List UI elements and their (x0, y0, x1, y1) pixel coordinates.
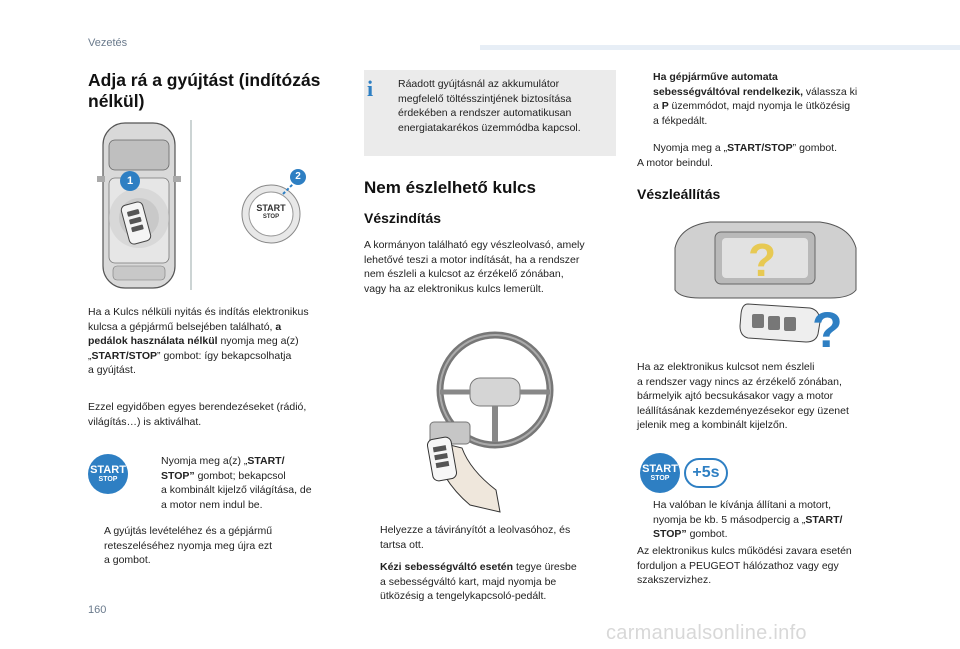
bullet-automatic-gearbox: Ha gépjárműve automata sebességváltóval rendelkezik, válassza ki a P üzemmódot, majd nyomja le ütközésig a fékpedált. (653, 71, 858, 127)
bullet-hold-five-seconds: Ha valóban le kívánja állítani a motort, nyomja be kb. 5 másodpercig a „START/ STOP” gombot. (653, 499, 843, 540)
intro-line: Ha a Kulcs nélküli nyitás és indítás elektronikus (88, 306, 309, 318)
intro-paragraph (88, 305, 358, 378)
activation-paragraph (88, 400, 358, 429)
car-top-view-illustration (95, 118, 355, 293)
intro-line: kulcsa a gépjármű belsejében található, a (88, 320, 282, 333)
bullet-press-start-stop: Nyomja meg a „START/STOP” gombot. (653, 142, 838, 154)
five-seconds-badge: +5s (684, 458, 728, 488)
engine-starts-text: A motor beindul. (637, 157, 713, 169)
heading-emergency-start: Vészindítás (364, 210, 442, 226)
watermark: carmanualsonline.info (606, 622, 807, 644)
steering-wheel-illustration (400, 330, 580, 515)
page-number: 160 (88, 604, 107, 616)
car-key-not-found-figure (670, 218, 860, 358)
title-line-2: nélkül) (88, 91, 145, 111)
question-mark-key-icon: ? (812, 302, 843, 358)
section-bar (480, 45, 960, 50)
question-mark-car-icon: ? (748, 234, 777, 286)
activation-line: Ezzel egyidőben egyes berendezéseket (rádió, (88, 401, 307, 413)
steering-wheel-figure (400, 330, 580, 515)
callout-1-badge: 1 (120, 171, 140, 191)
start-stop-icon-right: START STOP (640, 453, 680, 493)
info-icon: i (367, 76, 374, 101)
bullet-press-start: Nyomja meg a(z) „START/ STOP” gombot; bekapcsol a kombinált kijelző világítása, de a motor nem indul be. (161, 455, 312, 511)
intro-line: „START/STOP” gombot: így bekapcsolhatja (88, 349, 292, 362)
heading-emergency-stop: Vészleállítás (637, 186, 721, 202)
emergency-stop-paragraph: Ha az elektronikus kulcsot nem észleli a rendszer vagy nincs az érzékelő zónában, bármelyik ajtó becsukásakor vagy a motor leállításának kezdeményezésekor egy üzenet jelenik meg a kombinált kijelzőn. (637, 361, 849, 431)
intro-line: a gyújtást. (88, 364, 136, 376)
bullet-hold-remote: Helyezze a távirányítót a leolvasóhoz, és tartsa ott. (380, 524, 571, 551)
title-line-1: Adja rá a gyújtást (indítózás (88, 70, 321, 90)
info-note-text: Ráadott gyújtásnál az akkumulátor megfelelő töltésszintjének biztosítása érdekében a rendszer automatikusan energiatakarékos üzemmódba kapcsol. (398, 78, 581, 134)
ignition-figure (95, 118, 355, 293)
activation-line: világítás…) is aktiválhat. (88, 415, 202, 428)
bullet-turn-off: A gyújtás levételéhez és a gépjármű reteszeléséhez nyomja meg újra ezt a gombot. (104, 525, 273, 566)
malfunction-paragraph: Az elektronikus kulcs működési zavara esetén forduljon a PEUGEOT hálózathoz vagy egy szakszervizhez. (637, 545, 852, 586)
figure-start-label: START STOP (256, 203, 286, 220)
intro-line: pedálok használata nélkül nyomja meg a(z) (88, 335, 299, 347)
section-label: Vezetés (88, 37, 128, 49)
start-stop-icon: START STOP (88, 454, 128, 494)
callout-2-badge: 2 (290, 169, 306, 185)
bullet-manual-gearbox: Kézi sebességváltó esetén tegye üresbe a sebességváltó kart, majd nyomja be ütközésig a tengelykapcsoló-pedált. (380, 561, 577, 602)
page-title (88, 70, 358, 112)
heading-key-not-detected: Nem észlelhető kulcs (364, 178, 536, 197)
emergency-start-paragraph: A kormányon található egy vészleolvasó, amely lehetővé teszi a motor indítását, ha a rendszer nem észleli a kulcsot az érzékelő zónában, vagy ha az elektronikus kulcs lemerült. (364, 239, 585, 295)
